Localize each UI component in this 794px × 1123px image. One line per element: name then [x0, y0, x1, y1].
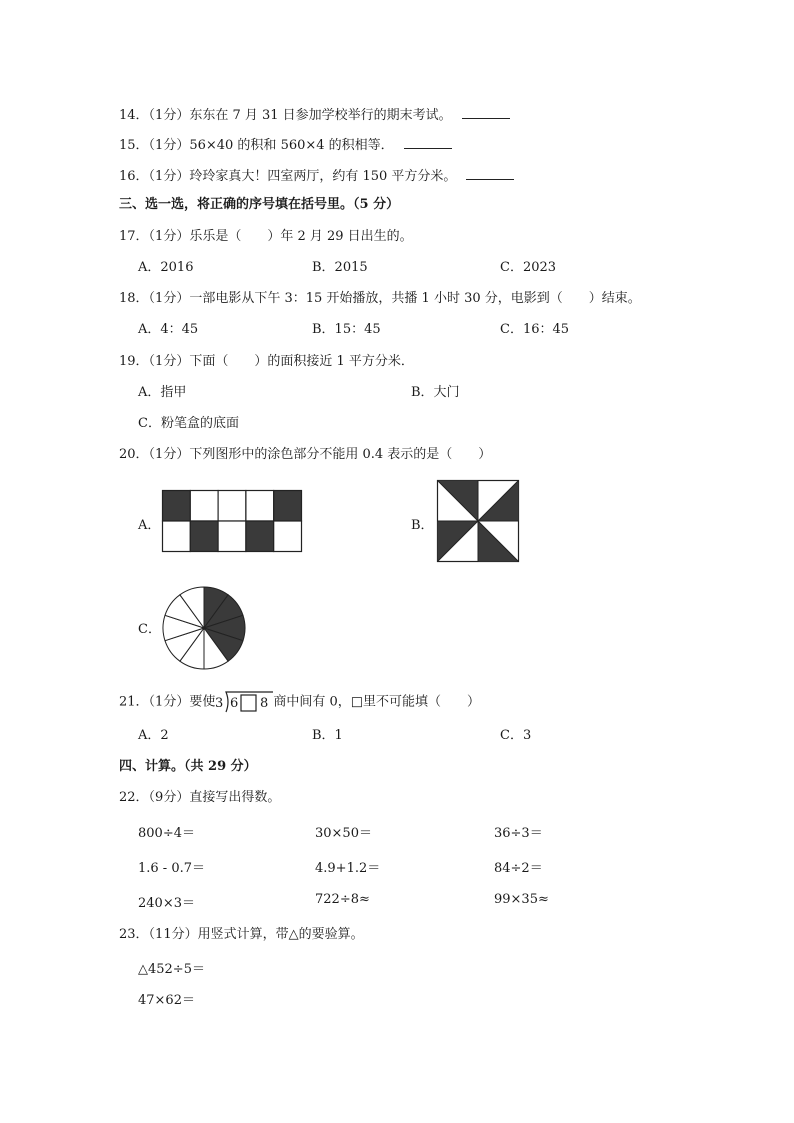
question-number: 18．	[119, 291, 149, 306]
figure-b-label[interactable]: B．	[411, 518, 434, 533]
question-number: 14．	[119, 108, 149, 123]
option-c[interactable]: C．粉笔盒的底面	[138, 416, 239, 431]
question-20	[119, 446, 491, 464]
calc-item[interactable]: 1.6 - 0.7＝	[138, 861, 206, 876]
question-19	[119, 353, 414, 371]
question-text: 乐乐是（ ）年 2 月 29 日出生的。	[189, 229, 413, 244]
divisor: 3	[215, 696, 224, 711]
question-text: 一部电影从下午 3：15 开始播放，共播 1 小时 30 分，电影到（ ）结束。	[189, 291, 641, 306]
question-22	[119, 789, 280, 807]
option-c[interactable]: C．2023	[500, 260, 557, 275]
option-c[interactable]: C．16：45	[500, 322, 570, 337]
question-number: 15．	[119, 138, 149, 153]
shaded-cell	[246, 521, 274, 552]
calc-item[interactable]: 99×35≈	[494, 892, 549, 907]
figure-b-pinwheel-square	[437, 480, 519, 562]
question-number: 17．	[119, 229, 149, 244]
question-16	[119, 165, 514, 186]
calc-item[interactable]: 30×50＝	[315, 826, 372, 841]
question-score: （1分）	[148, 354, 190, 369]
question-number: 22．	[119, 790, 149, 805]
grid-cell	[218, 491, 246, 522]
calc-item[interactable]: 36÷3＝	[494, 826, 543, 841]
figure-a-label[interactable]: A．	[138, 518, 161, 533]
grid-cell	[190, 491, 218, 522]
question-number: 23．	[119, 927, 149, 942]
calc-item[interactable]: 800÷4＝	[138, 826, 195, 841]
option-a[interactable]: A．指甲	[138, 385, 187, 400]
question-23	[119, 926, 364, 944]
question-text: 用竖式计算，带△的要验算。	[197, 927, 364, 942]
question-score: （11分）	[148, 927, 198, 942]
section-3-title: 三、选一选，将正确的序号填在括号里。（5 分）	[119, 197, 400, 212]
question-number: 19．	[119, 354, 149, 369]
calc-item[interactable]: 722÷8≈	[315, 892, 370, 907]
question-text: 玲玲家真大！四室两厅，约有 150 平方分米。	[189, 169, 457, 184]
grid-cell	[163, 521, 191, 552]
question-text: 商中间有 0，□里不可能填（ ）	[273, 694, 481, 710]
question-text: 要使	[189, 694, 216, 710]
option-a[interactable]: A．2016	[138, 260, 194, 275]
grid-cell	[274, 521, 302, 552]
figure-c-circle	[162, 586, 246, 670]
question-number: 21．	[119, 694, 149, 710]
question-21	[119, 690, 480, 714]
question-17	[119, 228, 413, 246]
option-c[interactable]: C．3	[500, 728, 532, 743]
option-b[interactable]: B．2015	[312, 260, 368, 275]
vertical-calc-item[interactable]: 47×62＝	[138, 993, 195, 1008]
calc-item[interactable]: 4.9+1.2＝	[315, 861, 381, 876]
question-score: （1分）	[148, 694, 190, 710]
question-14	[119, 104, 510, 125]
figure-c-label[interactable]: C．	[138, 622, 161, 637]
figure-a-grid	[162, 490, 302, 552]
shaded-cell	[190, 521, 218, 552]
option-b[interactable]: B．1	[312, 728, 343, 743]
option-b[interactable]: B．大门	[411, 385, 460, 400]
dividend-digit: 8	[260, 696, 269, 711]
question-score: （1分）	[148, 108, 190, 123]
question-18	[119, 290, 641, 308]
long-division-expression	[215, 690, 273, 714]
question-text: 直接写出得数。	[189, 790, 281, 805]
option-a[interactable]: A．4：45	[138, 322, 199, 337]
question-score: （1分）	[148, 138, 190, 153]
shaded-cell	[163, 491, 191, 522]
grid-cell	[246, 491, 274, 522]
option-b[interactable]: B．15：45	[312, 322, 381, 337]
calc-item[interactable]: 84÷2＝	[494, 861, 543, 876]
missing-digit-box[interactable]	[241, 695, 256, 711]
section-4-title: 四、计算。（共 29 分）	[119, 759, 257, 774]
question-15	[119, 134, 452, 155]
grid-cell	[218, 521, 246, 552]
question-score: （1分）	[148, 447, 190, 462]
question-text: 东东在 7 月 31 日参加学校举行的期末考试。	[189, 108, 452, 123]
question-score: （1分）	[148, 229, 190, 244]
answer-blank[interactable]	[462, 104, 510, 119]
question-text: 下面（ ）的面积接近 1 平方分米．	[189, 354, 414, 369]
shaded-cell	[274, 491, 302, 522]
question-number: 16．	[119, 169, 149, 184]
question-text: 56×40 的积和 560×4 的积相等．	[189, 138, 394, 153]
question-number: 20．	[119, 447, 149, 462]
question-score: （9分）	[148, 790, 190, 805]
dividend-digit: 6	[230, 696, 239, 711]
question-score: （1分）	[148, 291, 190, 306]
answer-blank[interactable]	[466, 165, 514, 180]
answer-blank[interactable]	[404, 134, 452, 149]
calc-item[interactable]: 240×3＝	[138, 896, 195, 911]
question-text: 下列图形中的涂色部分不能用 0.4 表示的是（ ）	[189, 447, 492, 462]
vertical-calc-item[interactable]: △452÷5＝	[138, 962, 205, 977]
option-a[interactable]: A．2	[138, 728, 169, 743]
question-score: （1分）	[148, 169, 190, 184]
